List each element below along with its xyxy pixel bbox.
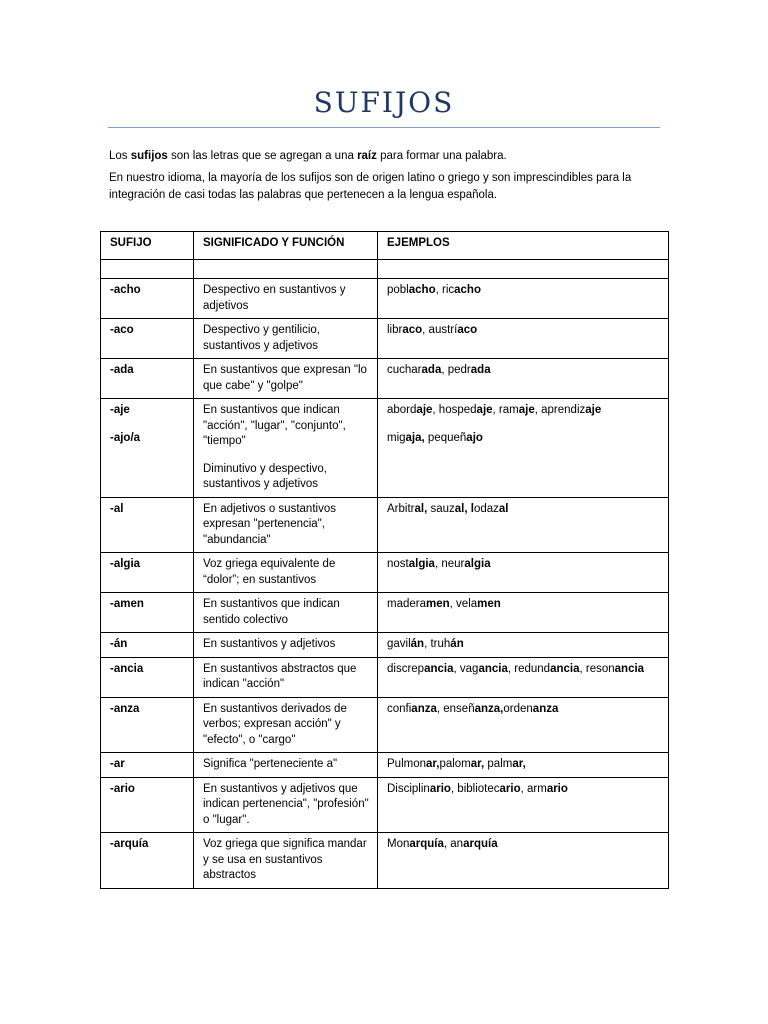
suffix-highlight: acho [408,284,436,296]
table-row [101,833,669,889]
suffix-cell [101,319,194,359]
suffix-highlight: anza [532,702,559,715]
meaning-cell [194,657,378,697]
suffix-highlight: aje [518,404,535,416]
table-header-row [101,232,669,260]
empty-cell [194,260,378,279]
meaning-cell [194,697,378,753]
suffix-highlight: aco [457,324,478,336]
suffix-highlight: ada [421,364,442,376]
examples-cell [378,657,669,697]
examples-text [387,502,660,518]
example-text: , neur [434,558,465,570]
meaning-cell [194,497,378,553]
meaning-text: En adjetivos o sustantivos expresan "pertenencia", "abundancia" [203,502,336,546]
example-text: cuchar [387,364,422,376]
example-text: madera [387,598,426,610]
meaning-text: En sustantivos que indican "acción", "lugar", "conjunto", "tiempo" [203,404,346,447]
suffix-label: -ario [110,782,135,795]
table-row [101,753,669,778]
example-text: pequeñ [424,431,467,444]
examples-text [387,782,660,798]
example-text: discrep [387,662,425,675]
suffix-label: -ada [110,364,134,376]
suffix-highlight: men [426,598,450,610]
meaning-cell [194,359,378,399]
suffix-highlight: ajo [466,431,483,444]
suffix-highlight: men [477,598,501,610]
suffix-highlight: arquía [463,838,498,850]
meaning-text: En sustantivos abstractos que indican "acción" [203,662,357,690]
examples-text [387,637,660,653]
example-text: confi [387,702,412,715]
suffix-cell [101,697,194,753]
suffix-label: -ancia [110,662,144,675]
examples-text [387,403,660,419]
meaning-cell [194,633,378,658]
suffix-cell [101,399,194,498]
suffix-highlight: án [410,638,425,650]
example-text: , aprendiz [534,404,586,416]
suffix-cell [101,279,194,319]
suffix-highlight: anza [411,702,437,715]
example-text: Disciplin [387,782,430,795]
suffix-highlight: algia [464,558,491,570]
example-text: , arm [520,782,547,795]
empty-cell [101,260,194,279]
examples-text [387,431,660,447]
example-text: nost [387,558,409,570]
suffix-highlight: ancia [478,662,508,675]
examples-cell [378,319,669,359]
table-row [101,777,669,833]
table-row [101,399,669,498]
examples-text [387,597,660,613]
suffix-highlight: algia [408,558,435,570]
table-row [101,697,669,753]
suffix-highlight: ario [429,782,451,795]
examples-cell [378,697,669,753]
meaning-text: Significa "perteneciente a" [203,758,338,770]
suffix-cell [101,497,194,553]
suffix-highlight: al, l [454,502,474,515]
table-row [101,593,669,633]
meaning-cell [194,279,378,319]
suffix-highlight: al, [414,502,428,515]
examples-text [387,557,660,573]
suffix-highlight: ario [546,782,568,795]
meaning-cell [194,319,378,359]
suffix-highlight: ar, [426,758,440,770]
suffix-label: -algia [110,558,141,570]
meaning-text: Voz griega que significa mandar y se usa en sustantivos abstractos [203,838,367,881]
suffix-table [100,231,669,889]
examples-cell [378,399,669,498]
suffix-highlight: án [450,638,464,650]
suffix-cell [101,593,194,633]
empty-cell [378,260,669,279]
examples-text [387,323,660,339]
example-text: son las letras que se agregan a una [167,150,358,162]
example-text: , pedr [441,364,471,376]
suffix-highlight: aje [476,404,493,416]
meaning-text: En sustantivos que expresan "lo que cabe" y "golpe" [203,364,367,392]
suffix-highlight: ario [499,782,521,795]
suffix-highlight: aco [402,324,423,336]
suffix-highlight: aja, [405,431,425,444]
example-text: Los [109,150,131,162]
example-text: , bibliotec [450,782,500,795]
meaning-cell [194,753,378,778]
example-text: odaz [473,502,499,515]
examples-text [387,283,660,299]
suffix-highlight: arquía [409,838,444,850]
empty-row [101,260,669,279]
meaning-cell [194,593,378,633]
table-row [101,279,669,319]
suffix-label: -aje [110,404,130,416]
suffix-label: -acho [110,284,141,296]
meaning-text: En sustantivos derivados de verbos; expresan acción" y "efecto", o "cargo" [203,702,347,746]
example-text: , enseñ [436,702,475,715]
example-text: libr [387,324,403,336]
example-text: , vela [449,598,478,610]
example-text: sauz [427,502,455,515]
examples-cell [378,753,669,778]
suffix-highlight: aje [585,404,602,416]
intro-paragraph-2: En nuestro idioma, la mayoría de los sufijos son de origen latino o griego y son imprescindibles para la integración de casi todas las palabras que pertenecen a la lengua española. [109,172,632,201]
examples-cell [378,777,669,833]
meaning-text: En sustantivos y adjetivos que indican pertenencia", "profesión" o "lugar". [203,782,369,826]
example-text: , truh [424,638,451,650]
example-text: Pulmon [387,758,426,770]
examples-cell [378,359,669,399]
examples-text [387,662,660,678]
suffix-label: -aco [110,324,134,336]
example-text: Mon [387,838,410,850]
example-text: para formar una palabra. [376,150,507,162]
example-text: , vag [453,662,479,675]
examples-cell [378,553,669,593]
suffix-highlight: acho [454,284,481,296]
header-examples: EJEMPLOS [378,232,669,260]
example-text: orden [503,702,533,715]
meaning-text: Despectivo y gentilicio, sustantivos y adjetivos [203,324,320,352]
example-text: , reson [579,662,615,675]
header-suffix: SUFIJO [101,232,194,260]
example-text: pobl [387,284,409,296]
table-row [101,633,669,658]
examples-cell [378,497,669,553]
suffix-label: -ar [110,758,125,770]
suffix-cell [101,657,194,697]
examples-cell [378,593,669,633]
suffix-highlight: aje [416,404,433,416]
table-row [101,657,669,697]
examples-text [387,702,660,718]
suffix-highlight: ancia [424,662,454,675]
example-text: palom [439,758,471,770]
title-underline [108,127,660,128]
suffix-label: -amen [110,598,144,610]
example-text: palm [484,758,513,770]
example-text: , an [443,838,464,850]
example-text: , austrí [422,324,458,336]
suffix-highlight: ancia [550,662,580,675]
example-text: , ric [435,284,455,296]
example-text: Arbitr [387,502,415,515]
meaning-text: Despectivo en sustantivos y adjetivos [203,284,346,312]
meaning-text: En sustantivos y adjetivos [203,638,336,650]
meaning-text: En sustantivos que indican sentido colectivo [203,598,340,626]
suffix-highlight: sufijos [130,150,168,162]
table-row [101,319,669,359]
meaning-text: Diminutivo y despectivo, sustantivos y adjetivos [203,462,327,490]
suffix-cell [101,359,194,399]
suffix-highlight: ada [470,364,491,376]
examples-text [387,837,660,853]
suffix-highlight: ar, [470,758,485,770]
intro-paragraph-1 [109,148,664,165]
suffix-cell [101,833,194,889]
example-text: mig [387,431,406,444]
meaning-cell [194,833,378,889]
suffix-highlight: al [498,502,509,515]
examples-cell [378,633,669,658]
meaning-cell [194,777,378,833]
examples-text [387,363,660,379]
cell-spacer [110,419,185,431]
suffix-highlight: ancia [614,662,645,675]
suffix-highlight: ar, [512,758,526,770]
examples-text [387,757,660,773]
meaning-text: Voz griega equivalente de “dolor”; en sustantivos [203,558,336,586]
example-text: abord [387,404,417,416]
suffix-label: -anza [110,702,140,715]
meaning-cell [194,399,378,498]
suffix-cell [101,553,194,593]
examples-cell [378,279,669,319]
table-row [101,497,669,553]
suffix-highlight: anza, [474,702,504,715]
suffix-highlight: raíz [357,150,377,162]
suffix-cell [101,753,194,778]
suffix-label: -al [110,502,124,515]
meaning-cell [194,553,378,593]
suffix-cell [101,777,194,833]
header-meaning: SIGNIFICADO Y FUNCIÓN [194,232,378,260]
cell-spacer [387,419,660,431]
example-text: gavil [387,638,411,650]
page-title: SUFIJOS [313,86,455,119]
examples-cell [378,833,669,889]
suffix-label: -án [110,638,128,650]
table-row [101,359,669,399]
table-row [101,553,669,593]
example-text: , hosped [432,404,477,416]
suffix-label: -arquía [110,838,149,850]
suffix-label: -ajo/a [110,431,141,444]
example-text: , redund [507,662,551,675]
example-text: , ram [492,404,519,416]
suffix-cell [101,633,194,658]
cell-spacer [203,450,369,462]
